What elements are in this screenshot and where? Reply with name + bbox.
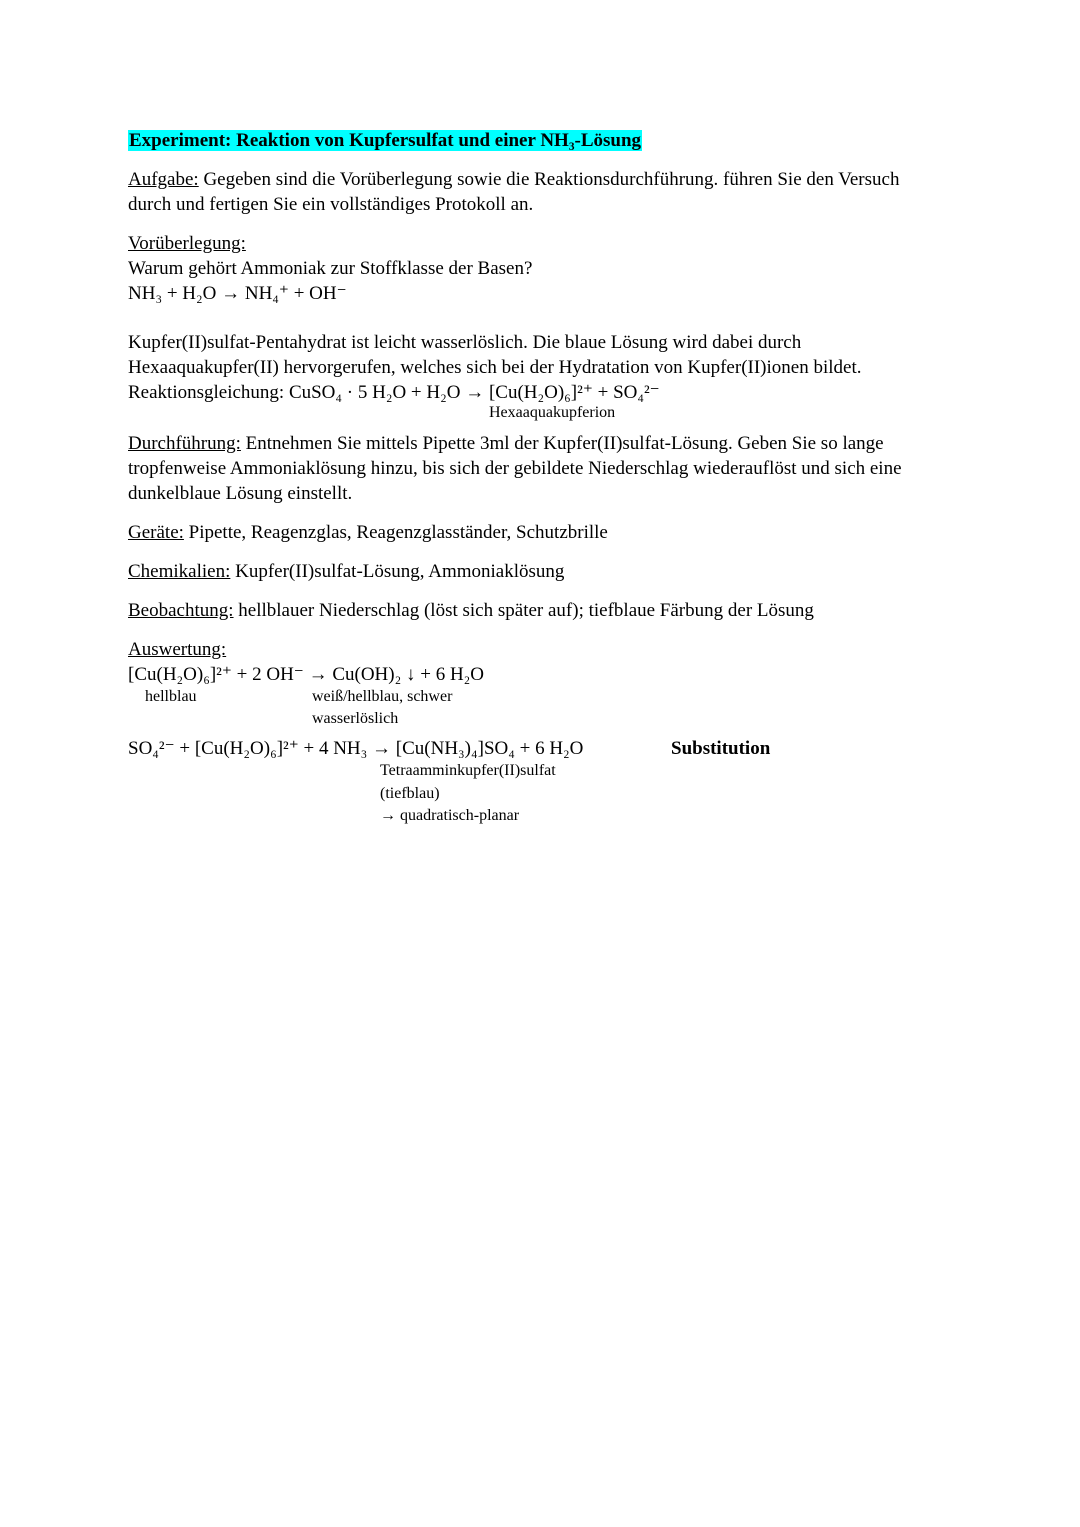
vorueberlegung-label: Vorüberlegung: [128, 233, 246, 254]
chemikalien-line [128, 560, 564, 584]
hexaaqua-annotation: Hexaaquakupferion [489, 404, 616, 421]
reaction-equation: Reaktionsgleichung: CuSO₄ · 5 H₂O + H₂O → [Cu(H₂O)₆]²⁺ + SO₄²⁻ [128, 382, 660, 403]
kupfer-line-1: Kupfer(II)sulfat-Pentahydrat ist leicht wasserlöslich. Die blaue Lösung wird dabei durch [128, 332, 802, 353]
beobachtung-text: hellblauer Niederschlag (löst sich später auf); tiefblaue Färbung der Lösung [233, 600, 814, 621]
document-title [128, 129, 642, 153]
durchfuehrung-line-1 [128, 432, 884, 456]
chemikalien-label: Chemikalien: [128, 561, 231, 582]
kupfer-line-2: Hexaaquakupfer(II) hervorgerufen, welches sich bei der Hydratation von Kupfer(II)ionen bildet. [128, 357, 862, 378]
geraete-label: Geräte: [128, 522, 184, 543]
beobachtung-line [128, 599, 814, 623]
geraete-text: Pipette, Reagenzglas, Reagenzglasständer, Schutzbrille [183, 522, 608, 543]
auswertung-label: Auswertung: [128, 639, 227, 660]
aufgabe-line-1 [128, 168, 899, 192]
substitution-label: Substitution [671, 738, 771, 759]
complex-name-note: Tetraamminkupfer(II)sulfat [380, 762, 556, 779]
aufgabe-label: Aufgabe: [128, 169, 199, 190]
durchfuehrung-label: Durchführung: [128, 433, 241, 454]
aufgabe-text: Gegeben sind die Vorüberlegung sowie die Reaktionsdurchführung. führen Sie den Versuch [198, 169, 900, 190]
beobachtung-label: Beobachtung: [128, 600, 234, 621]
precipitate-note-1: weiß/hellblau, schwer [312, 688, 453, 705]
complex-color-note: (tiefblau) [380, 785, 440, 802]
highlighted-title: Experiment: Reaktion von Kupfersulfat und einer NH₃-Lösung [129, 130, 642, 151]
chemikalien-text: Kupfer(II)sulfat-Lösung, Ammoniaklösung [230, 561, 565, 582]
precipitate-note-2: wasserlöslich [312, 710, 399, 727]
geraete-line [128, 521, 608, 545]
substitution-equation: SO₄²⁻ + [Cu(H₂O)₆]²⁺ + 4 NH₃ → [Cu(NH₃)₄]SO₄ + 6 H₂O [128, 738, 584, 759]
durchfuehrung-line-3: dunkelblaue Lösung einstellt. [128, 483, 353, 504]
ammonia-equation: NH₃ + H₂O → NH₄⁺ + OH⁻ [128, 283, 347, 304]
aufgabe-line-2: durch und fertigen Sie ein vollständiges Protokoll an. [128, 194, 534, 215]
durchfuehrung-line-2: tropfenweise Ammoniaklösung hinzu, bis sich der gebildete Niederschlag wiederauflöst und sich eine [128, 458, 902, 479]
durchfuehrung-text: Entnehmen Sie mittels Pipette 3ml der Kupfer(II)sulfat-Lösung. Geben Sie so lange [240, 433, 884, 454]
precipitation-equation: [Cu(H₂O)₆]²⁺ + 2 OH⁻ → Cu(OH)₂ ↓ + 6 H₂O [128, 664, 485, 685]
complex-geometry-note: → quadratisch-planar [380, 807, 520, 824]
vorueberlegung-question: Warum gehört Ammoniak zur Stoffklasse der Basen? [128, 258, 533, 279]
hellblau-note: hellblau [145, 688, 197, 705]
